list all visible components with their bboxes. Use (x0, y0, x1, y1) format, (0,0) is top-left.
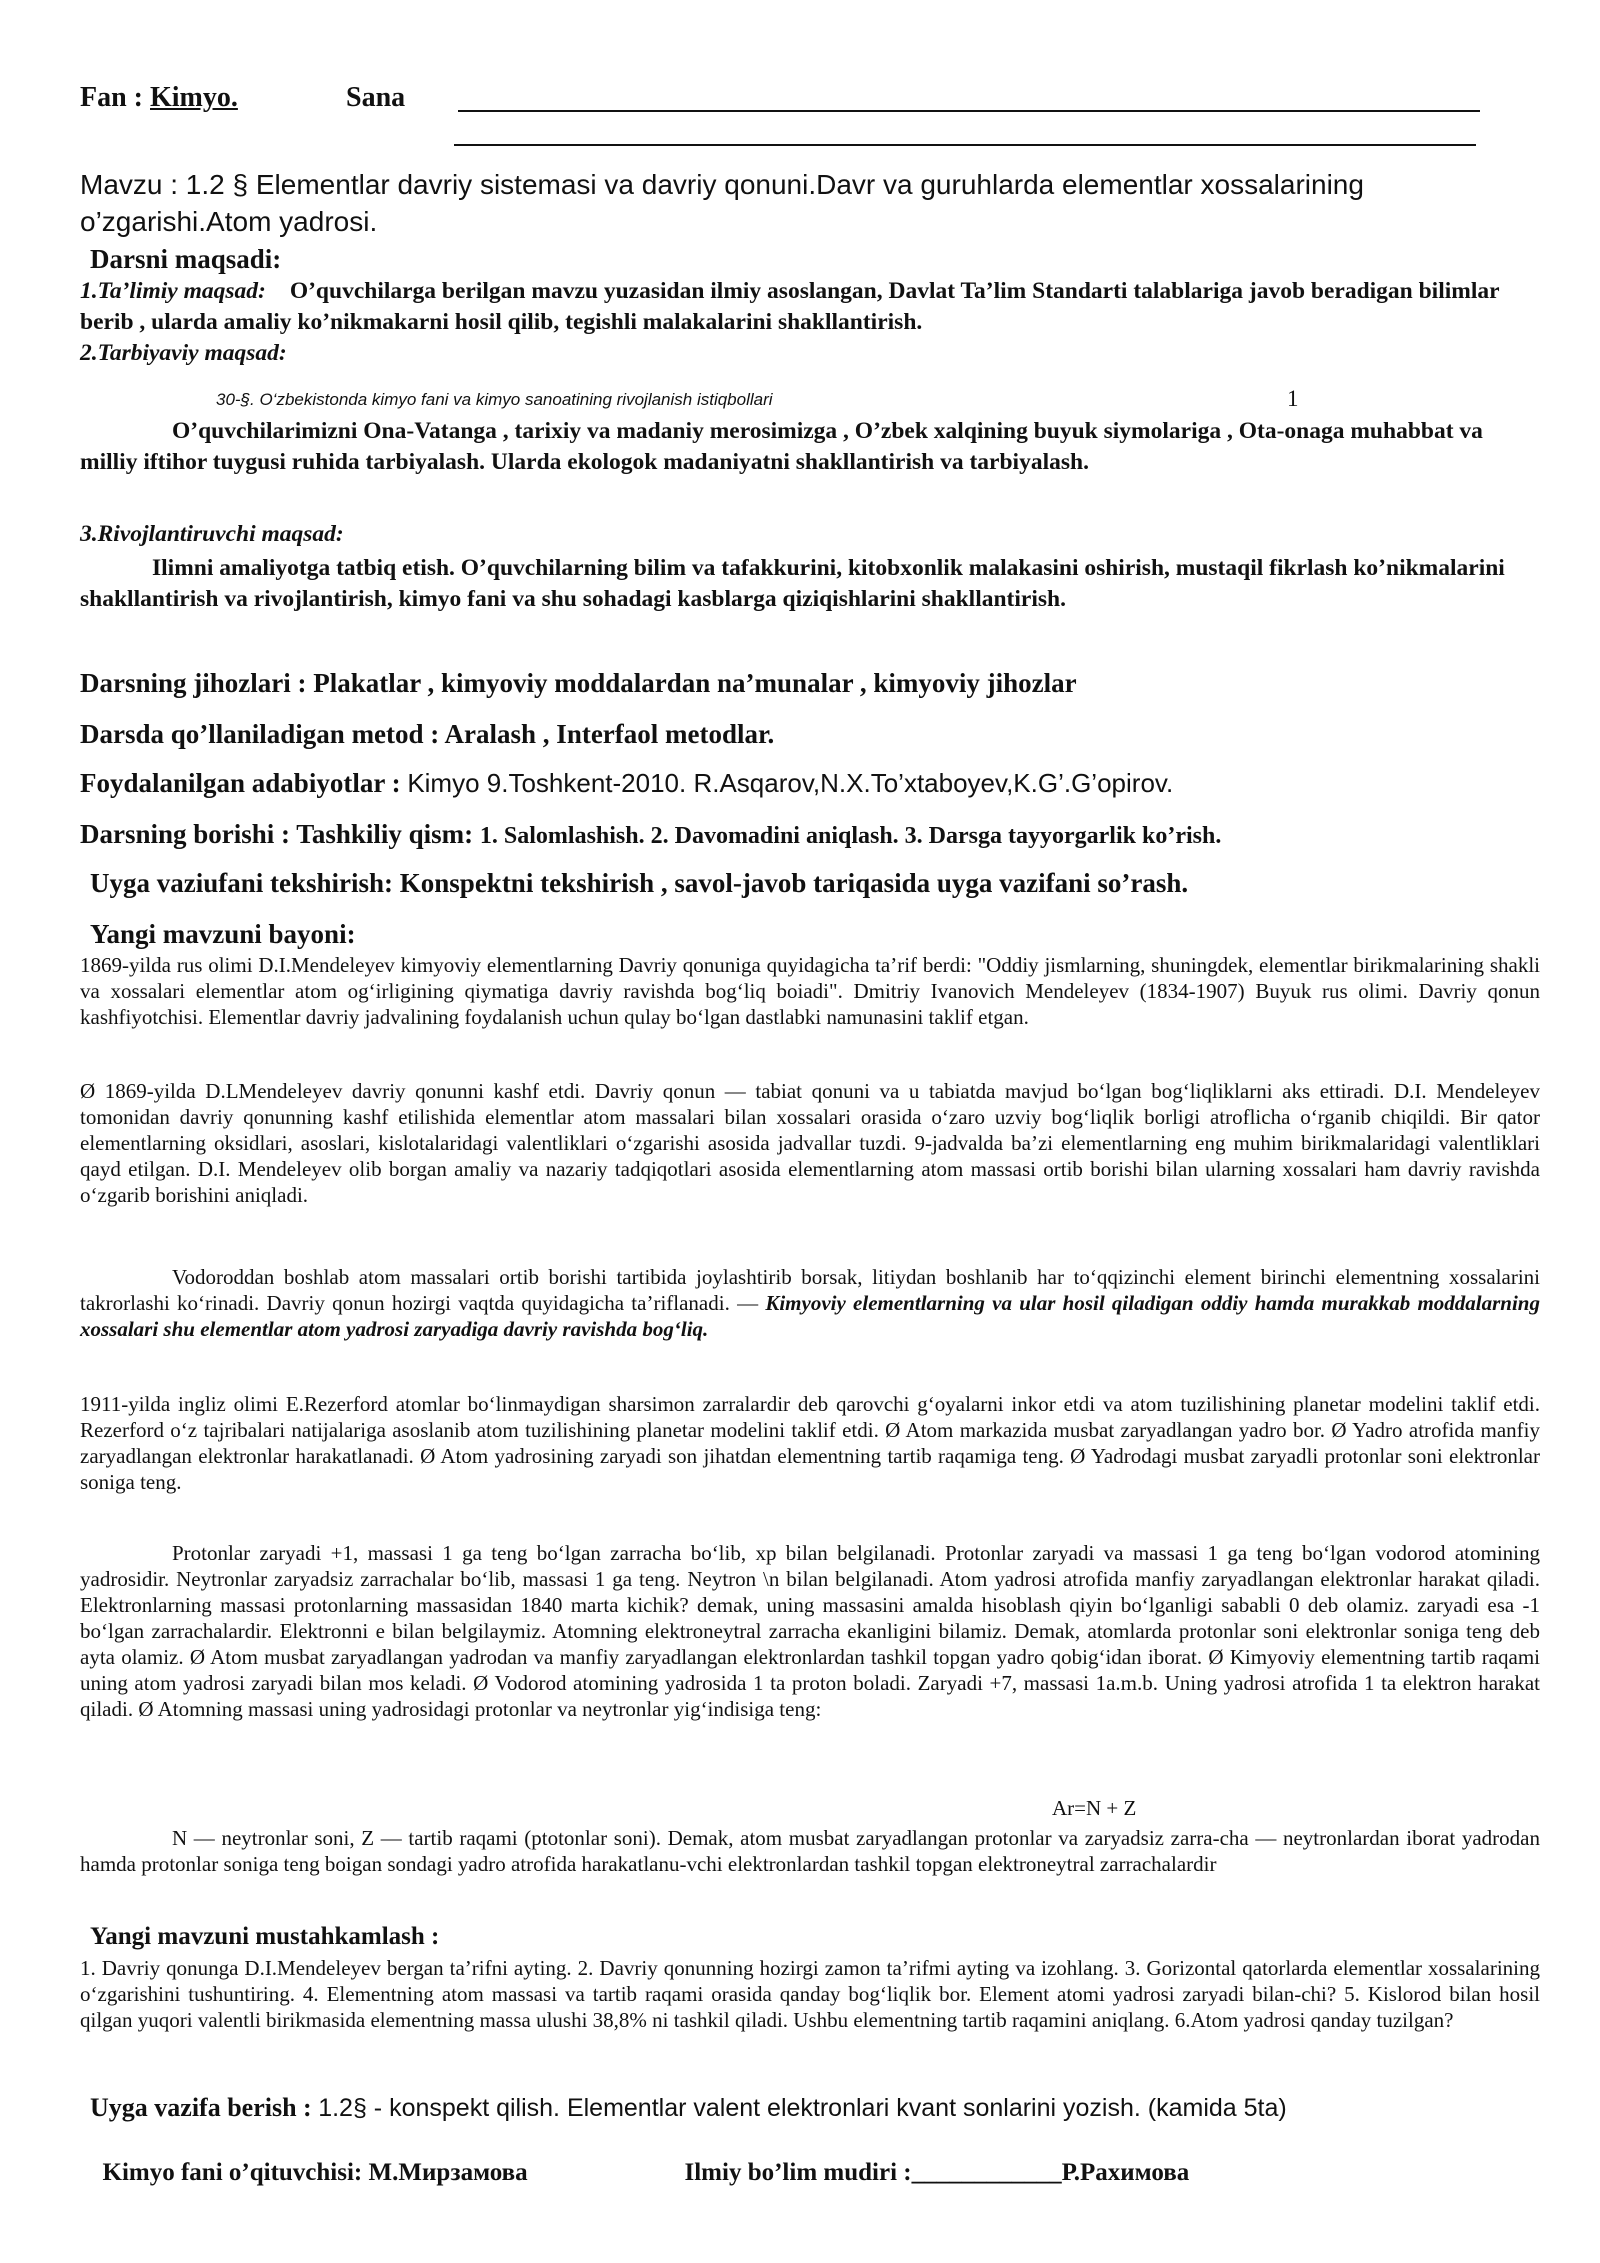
date-underline-2 (454, 144, 1476, 146)
subject-value: Kimyo. (150, 82, 238, 113)
lesson-flow-label: Darsning borishi : Tashkiliy qism: (80, 819, 480, 849)
educational-goal-label: 1.Ta’limiy maqsad: (80, 278, 266, 304)
developmental-goal-text (80, 553, 1520, 615)
head-blank: ____________ (911, 2159, 1062, 2186)
new-topic-p4: 1911-yilda ingliz olimi E.Rezerford atomlar bo‘linmaydigan sharsimon zarralardir deb qarovchi g‘oyalarni inkor etdi va atom tuzilishining planetar modelini taklif etdi. Rezerford o‘z tajribalari natijalariga asoslanib atom tuzilishining planetar modelini taklif etdi. Ø Atom markazida musbat zaryadlangan yadro bor. Ø Yadro atrofida manfiy zaryadlangan elektronlar harakatlanadi. Ø Atom yadrosining zaryadi son jihatdan elementning tartib raqamiga teng. Ø Yadrodagi musbat zaryadli protonlar soni elektronlar soniga teng. (80, 1392, 1540, 1494)
new-topic-title: Yangi mavzuni bayoni: (90, 919, 356, 949)
homework (90, 2092, 1287, 2124)
new-topic-p5-text: Protonlar zaryadi +1, massasi 1 ga teng bo‘lgan zarracha bo‘lib, xp bilan belgilanadi. Protonlar zaryadi va massasi 1 ga teng bo‘lgan vodorod atomining yadrosidir. Neytronlar zaryadsiz zarrachalar bo‘lib, massasi 1 ga teng. Neytron \n bilan belgilanadi. Atom yadrosi atrofida manfiy zaryadlangan elektronlar harakat qiladi. Elektronlarning massasi protonlarning massasidan 1840 marta kichik? demak, uning massasini amalda hisoblash qiyin bo‘lganligi sababli 0 deb olamiz. zaryadi esa -1 bo‘lgan zarrachalardir. Elektronni e bilan belgilaymiz. Atomning elektroneytral zarracha ekanligini bilamiz. Demak, atomlarda protonlar soni elektronlar soniga teng deb ayta olamiz. Ø Atom musbat zaryadlangan yadrodan va manfiy zaryadlangan elektronlardan tashkil topgan yadro qobig‘idan iborat. Ø Kimyoviy elementning tartib raqami uning atom yadrosi zaryadi bilan mos keladi. Ø Vodorod atomining yadrosida 1 ta proton boladi. Zaryadi +7, massasi 1a.m.b. Uning yadrosi atrofida 1 ta elektron harakat qiladi. Ø Atomning massasi uning yadrosidagi protonlar va neytronlar yig‘indisiga teng: (80, 1541, 1540, 1721)
head-signature (672, 2128, 1189, 2188)
signatures (90, 2128, 528, 2188)
developmental-goal-label: 3.Rivojlantiruvchi maqsad: (80, 521, 344, 547)
method: Darsda qo’llaniladigan metod : Aralash , Interfaol metodlar. (80, 719, 775, 749)
head-name: Р.Рахимова (1061, 2159, 1190, 2186)
overlay-page-number: 1 (1287, 386, 1299, 411)
subject-label: Fan : (80, 82, 150, 113)
upbringing-goal-text-content: O’quvchilarimizni Ona-Vatanga , tarixiy va madaniy merosimizga , O’zbek xalqining buyuk siymolariga , Ota-onaga muhabbat va milliy iftihor tuygusi ruhida tarbiyalash. Ularda ekologok madaniyatni shakllantirish va tarbiyalash. (80, 418, 1483, 475)
subject-line (80, 82, 238, 114)
literature-text: Kimyo 9.Toshkent-2010. R.Asqarov,N.X.To’xtaboyev,K.G’.G’opirov. (407, 768, 1174, 798)
new-topic-p6-text: N — neytronlar soni, Z — tartib raqami (ptotonlar soni). Demak, atom musbat zaryadlangan protonlar va zaryadsiz zarra-cha — neytronlardan iborat yadrodan hamda protonlar soniga teng boigan sondagi yadro atrofida harakatlanu-vchi elektronlardan tashkil topgan elektroneytral zarrachalardir (80, 1826, 1540, 1876)
formula: Ar=N + Z (1052, 1796, 1137, 1820)
head-label: Ilmiy bo’lim mudiri : (684, 2159, 912, 2186)
new-topic-p3-emphasis: Kimyoviy elementlarning va ular hosil qiladigan oddiy hamda murakkab moddalarning xossalari shu elementlar atom yadrosi zaryadiga davriy ravishda bog‘liq. (80, 1291, 1540, 1341)
date-underline-1 (458, 110, 1480, 112)
upbringing-goal-text (80, 416, 1520, 478)
topic-label: Mavzu : 1.2 § (80, 169, 256, 200)
developmental-goal-text-content: Ilimni amaliyotga tatbiq etish. O’quvchilarning bilim va tafakkurini, kitobxonlik malakasini oshirish, mustaqil fikrlash ko’nikmalarini shakllantirish va rivojlantirish, kimyo fani va shu sohadagi kasblarga qiziqishlarini shakllantirish. (80, 555, 1505, 612)
upbringing-goal-label: 2.Tarbiyaviy maqsad: (80, 340, 287, 366)
overlay-heading (216, 390, 773, 410)
new-topic-p6 (80, 1825, 1540, 1877)
reinforcement-text: 1. Davriy qonunga D.I.Mendeleyev bergan ta’rifni ayting. 2. Davriy qonunning hozirgi zamon ta’rifmi ayting va izohlang. 3. Gorizontal qatorlarda elementlar xossalarining o‘zgarishini tushuntiring. 4. Elementning atom massasi va tartib raqami orasida qanday bog‘liqlik bor. Element atomi yadrosi zaryadi bilan-chi? 5. Kislorod bilan hosil qilgan yuqori valentli birikmasida elementning massa ulushi 38,8% ni tashkil qiladi. Ushbu elementning tartib raqamini aniqlang. 6.Atom yadrosi qanday tuzilgan? (80, 1956, 1540, 2032)
homework-label: Uyga vazifa berish : (90, 2093, 319, 2122)
literature (80, 767, 1173, 799)
homework-check: Uyga vaziufani tekshirish: Konspektni tekshirish , savol-javob tariqasida uyga vazifani so’rash. (90, 868, 1189, 898)
teacher-label: Kimyo fani o’qituvchisi: (102, 2159, 369, 2186)
overlay-heading-text: 30-§. O‘zbekistonda kimyo fani va kimyo sanoatining rivojlanish istiqbollari (216, 390, 773, 409)
lesson-flow (80, 818, 1221, 852)
educational-goal (80, 276, 1520, 338)
goals-title: Darsni maqsadi: (90, 244, 282, 274)
literature-label: Foydalanilgan adabiyotlar : (80, 768, 408, 798)
homework-text: 1.2§ - konspekt qilish. Elementlar valent elektronlari kvant sonlarini yozish. (kamida 5ta) (318, 2094, 1287, 2122)
date-label: Sana (346, 82, 406, 113)
equipment: Darsning jihozlari : Plakatlar , kimyoviy moddalardan na’munalar , kimyoviy jihozlar (80, 668, 1077, 698)
topic-text: Elementlar davriy sistemasi va davriy qonuni.Davr va guruhlarda elementlar xossalarining o’zgarishi.Atom yadrosi. (80, 169, 1364, 237)
topic (80, 166, 1520, 240)
educational-goal-text: O’quvchilarga berilgan mavzu yuzasidan ilmiy asoslangan, Davlat Ta’lim Standarti talablariga javob beradigan bilimlar berib , ularda amaliy ko’nikmakarni hosil qilib, tegishli malakalarini shakllantirish. (80, 278, 1500, 335)
new-topic-p3 (80, 1264, 1540, 1342)
new-topic-p1: 1869-yilda rus olimi D.I.Mendeleyev kimyoviy elementlarning Davriy qonuniga quyidagicha ta’rif berdi: "Oddiy jismlarning, shuningdek, elementlar birikmalarining shakli va xossalari elementlar atom og‘irligining qiymatiga davriy ravishda bog‘liq boiadi". Dmitriy Ivanovich Mendeleyev (1834-1907) Buyuk rus olimi. Davriy qonun kashfiyotchisi. Elementlar davriy jadvalining foydalanish uchun qulay bo‘lgan dastlabki namunasini taklif etgan. (80, 953, 1540, 1029)
reinforcement-title: Yangi mavzuni mustahkamlash : (90, 1923, 440, 1950)
lesson-flow-text: 1. Salomlashish. 2. Davomadini aniqlash. 3. Darsga tayyorgarlik ko’rish. (479, 823, 1222, 849)
new-topic-p5 (80, 1540, 1540, 1722)
new-topic-p2: Ø 1869-yilda D.LMendeleyev davriy qonunni kashf etdi. Davriy qonun — tabiat qonuni va u tabiatda mavjud bo‘lgan bog‘liqliklarni aks ettiradi. D.I. Mendeleyev tomonidan davriy qonunning kashf etilishida elementlar atom massalari bilan xossalari orasida o‘zaro uzviy bog‘liqlik borligi atroflicha o‘rganib chiqildi. Bir qator elementlarning oksidlari, asoslari, kislotalaridagi valentliklari o‘zgarishi asosida jadvallar tuzdi. 9-jadvalda ba’zi elementlarning eng muhim birikmalaridagi valentliklari qayd etilgan. D.I. Mendeleyev olib borgan amaliy va nazariy tadqiqotlari asosida elementlarning atom massasi ortib borishi bilan ularning xossalari ham davriy ravishda o‘zgarib borishini aniqladi. (80, 1079, 1540, 1207)
new-topic-p3-text: Vodoroddan boshlab atom massalari ortib borishi tartibida joylashtirib borsak, litiydan boshlanib har to‘qqizinchi element birinchi elementning xossalarini takrorlashi ko‘rinadi. Davriy qonun hozirgi vaqtda quyidagicha ta’riflanadi. — (80, 1265, 1540, 1315)
teacher-name: М.Мирзамова (368, 2159, 528, 2186)
